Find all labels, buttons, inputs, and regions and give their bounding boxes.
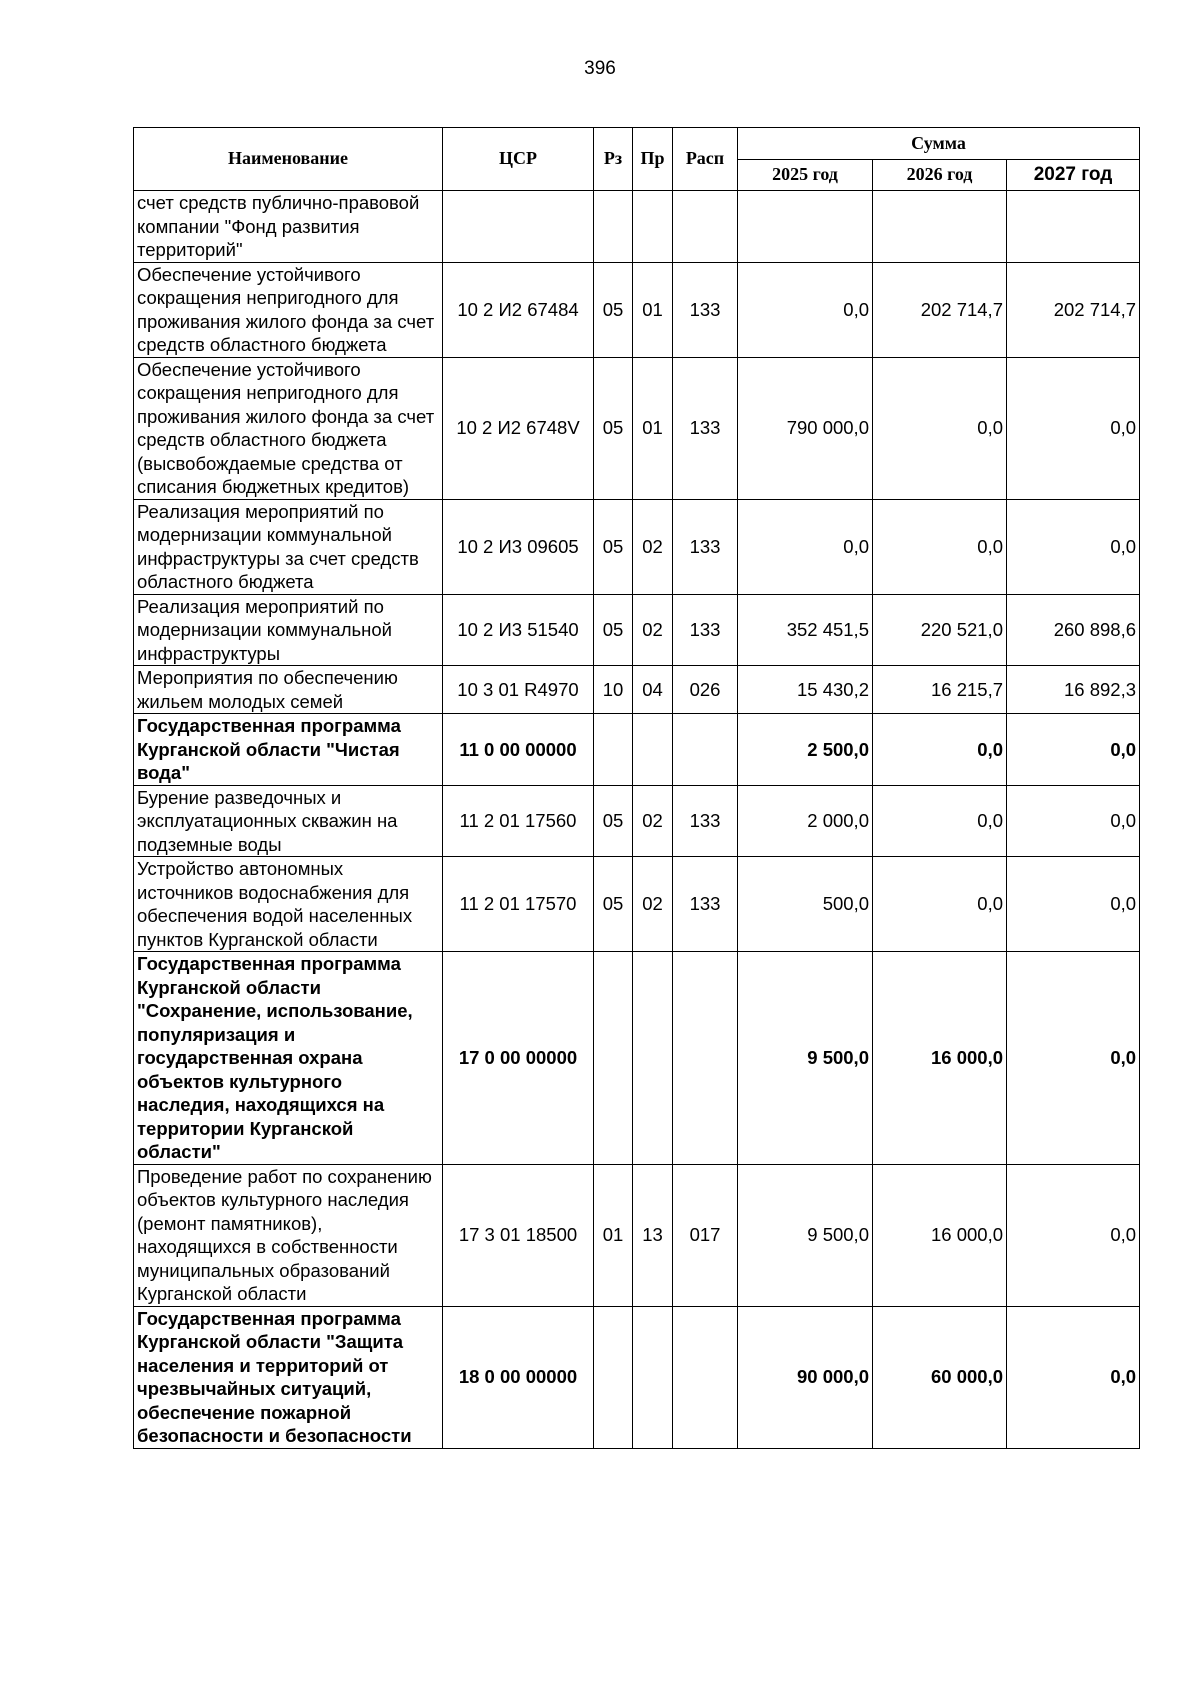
- row-2025: 352 451,5: [738, 594, 873, 666]
- table-row: [134, 857, 1140, 952]
- row-csr: 11 0 00 00000: [443, 714, 594, 786]
- header-2027: 2027 год: [1007, 160, 1140, 191]
- row-name: Проведение работ по сохранению объектов культурного наследия (ремонт памятников), находящихся в собственности муниципальных образований Курганской области: [134, 1164, 443, 1306]
- table-row: [134, 499, 1140, 594]
- row-pr: [633, 1306, 673, 1448]
- row-name: Устройство автономных источников водоснабжения для обеспечения водой населенных пунктов Курганской области: [134, 857, 443, 952]
- row-rz: 05: [594, 857, 633, 952]
- row-rz: 05: [594, 262, 633, 357]
- row-2026: 220 521,0: [873, 594, 1007, 666]
- row-rasp: 133: [673, 785, 738, 857]
- row-pr: [633, 714, 673, 786]
- row-rz: [594, 714, 633, 786]
- table-body: [134, 191, 1140, 1449]
- row-name: Реализация мероприятий по модернизации коммунальной инфраструктуры за счет средств областного бюджета: [134, 499, 443, 594]
- row-csr: 10 2 И2 67484: [443, 262, 594, 357]
- table-row: [134, 714, 1140, 786]
- row-2027: 0,0: [1007, 857, 1140, 952]
- row-2025: 2 000,0: [738, 785, 873, 857]
- row-2027: 202 714,7: [1007, 262, 1140, 357]
- row-pr: [633, 952, 673, 1165]
- row-2026: 202 714,7: [873, 262, 1007, 357]
- row-2025: 790 000,0: [738, 357, 873, 499]
- table-row: [134, 1164, 1140, 1306]
- header-2026: 2026 год: [873, 160, 1007, 191]
- row-2025: 15 430,2: [738, 666, 873, 714]
- row-csr: 18 0 00 00000: [443, 1306, 594, 1448]
- row-2026: 0,0: [873, 357, 1007, 499]
- row-rasp: 026: [673, 666, 738, 714]
- row-csr: 11 2 01 17570: [443, 857, 594, 952]
- row-rasp: 133: [673, 499, 738, 594]
- row-2026: 60 000,0: [873, 1306, 1007, 1448]
- row-rasp: 133: [673, 357, 738, 499]
- row-rasp: [673, 191, 738, 263]
- header-name: Наименование: [134, 128, 443, 191]
- row-pr: 04: [633, 666, 673, 714]
- row-2027: 0,0: [1007, 499, 1140, 594]
- row-rasp: 133: [673, 857, 738, 952]
- row-rz: 05: [594, 594, 633, 666]
- row-pr: 02: [633, 857, 673, 952]
- row-2026: [873, 191, 1007, 263]
- row-csr: 11 2 01 17560: [443, 785, 594, 857]
- row-pr: [633, 191, 673, 263]
- row-pr: 02: [633, 594, 673, 666]
- row-2026: 0,0: [873, 857, 1007, 952]
- row-2027: 0,0: [1007, 357, 1140, 499]
- row-2025: 90 000,0: [738, 1306, 873, 1448]
- row-pr: 13: [633, 1164, 673, 1306]
- row-pr: 02: [633, 785, 673, 857]
- row-rasp: 133: [673, 594, 738, 666]
- row-2027: 260 898,6: [1007, 594, 1140, 666]
- row-csr: 17 3 01 18500: [443, 1164, 594, 1306]
- row-name: Реализация мероприятий по модернизации коммунальной инфраструктуры: [134, 594, 443, 666]
- header-csr: ЦСР: [443, 128, 594, 191]
- row-name: счет средств публично-правовой компании "Фонд развития территорий": [134, 191, 443, 263]
- row-2027: 0,0: [1007, 785, 1140, 857]
- row-2025: 0,0: [738, 262, 873, 357]
- row-name: Мероприятия по обеспечению жильем молодых семей: [134, 666, 443, 714]
- row-2025: 0,0: [738, 499, 873, 594]
- row-rz: 05: [594, 785, 633, 857]
- row-rasp: 017: [673, 1164, 738, 1306]
- row-csr: 17 0 00 00000: [443, 952, 594, 1165]
- table-row: [134, 594, 1140, 666]
- row-2027: 0,0: [1007, 1306, 1140, 1448]
- row-2026: 16 000,0: [873, 1164, 1007, 1306]
- row-2025: 9 500,0: [738, 952, 873, 1165]
- table-row: [134, 262, 1140, 357]
- row-2027: 0,0: [1007, 714, 1140, 786]
- header-2025: 2025 год: [738, 160, 873, 191]
- header-rz: Рз: [594, 128, 633, 191]
- row-2025: 9 500,0: [738, 1164, 873, 1306]
- row-rasp: [673, 1306, 738, 1448]
- row-2027: 0,0: [1007, 952, 1140, 1165]
- table-row: [134, 952, 1140, 1165]
- row-pr: 02: [633, 499, 673, 594]
- row-2027: 0,0: [1007, 1164, 1140, 1306]
- row-2027: 16 892,3: [1007, 666, 1140, 714]
- page-number: 396: [584, 58, 616, 79]
- row-rz: 01: [594, 1164, 633, 1306]
- budget-table: [133, 127, 1140, 1449]
- row-2025: 2 500,0: [738, 714, 873, 786]
- header-summa: Сумма: [738, 128, 1140, 160]
- row-csr: 10 2 И3 09605: [443, 499, 594, 594]
- table-row: [134, 1306, 1140, 1448]
- row-rz: [594, 191, 633, 263]
- row-rasp: [673, 714, 738, 786]
- row-csr: 10 2 И2 6748V: [443, 357, 594, 499]
- header-rasp: Расп: [673, 128, 738, 191]
- row-csr: 10 3 01 R4970: [443, 666, 594, 714]
- row-2026: 0,0: [873, 714, 1007, 786]
- row-name: Государственная программа Курганской области "Чистая вода": [134, 714, 443, 786]
- table-row: [134, 666, 1140, 714]
- row-name: Бурение разведочных и эксплуатационных скважин на подземные воды: [134, 785, 443, 857]
- row-csr: [443, 191, 594, 263]
- row-2025: 500,0: [738, 857, 873, 952]
- row-rz: [594, 1306, 633, 1448]
- row-rasp: [673, 952, 738, 1165]
- row-pr: 01: [633, 262, 673, 357]
- row-csr: 10 2 И3 51540: [443, 594, 594, 666]
- row-name: Государственная программа Курганской области "Защита населения и территорий от чрезвычайных ситуаций, обеспечение пожарной безопасности и безопасности: [134, 1306, 443, 1448]
- header-pr: Пр: [633, 128, 673, 191]
- table-row: [134, 191, 1140, 263]
- row-name: Обеспечение устойчивого сокращения непригодного для проживания жилого фонда за счет средств областного бюджета (высвобождаемые средства от списания бюджетных кредитов): [134, 357, 443, 499]
- row-2026: 16 000,0: [873, 952, 1007, 1165]
- row-2026: 16 215,7: [873, 666, 1007, 714]
- row-pr: 01: [633, 357, 673, 499]
- row-rz: 05: [594, 357, 633, 499]
- row-rz: 05: [594, 499, 633, 594]
- row-rz: [594, 952, 633, 1165]
- table-row: [134, 785, 1140, 857]
- row-2025: [738, 191, 873, 263]
- row-2026: 0,0: [873, 499, 1007, 594]
- row-2027: [1007, 191, 1140, 263]
- row-rz: 10: [594, 666, 633, 714]
- row-rasp: 133: [673, 262, 738, 357]
- row-name: Обеспечение устойчивого сокращения непригодного для проживания жилого фонда за счет средств областного бюджета: [134, 262, 443, 357]
- table-row: [134, 357, 1140, 499]
- row-name: Государственная программа Курганской области "Сохранение, использование, популяризация и государственная охрана объектов культурного наследия, находящихся на территории Курганской области": [134, 952, 443, 1165]
- row-2026: 0,0: [873, 785, 1007, 857]
